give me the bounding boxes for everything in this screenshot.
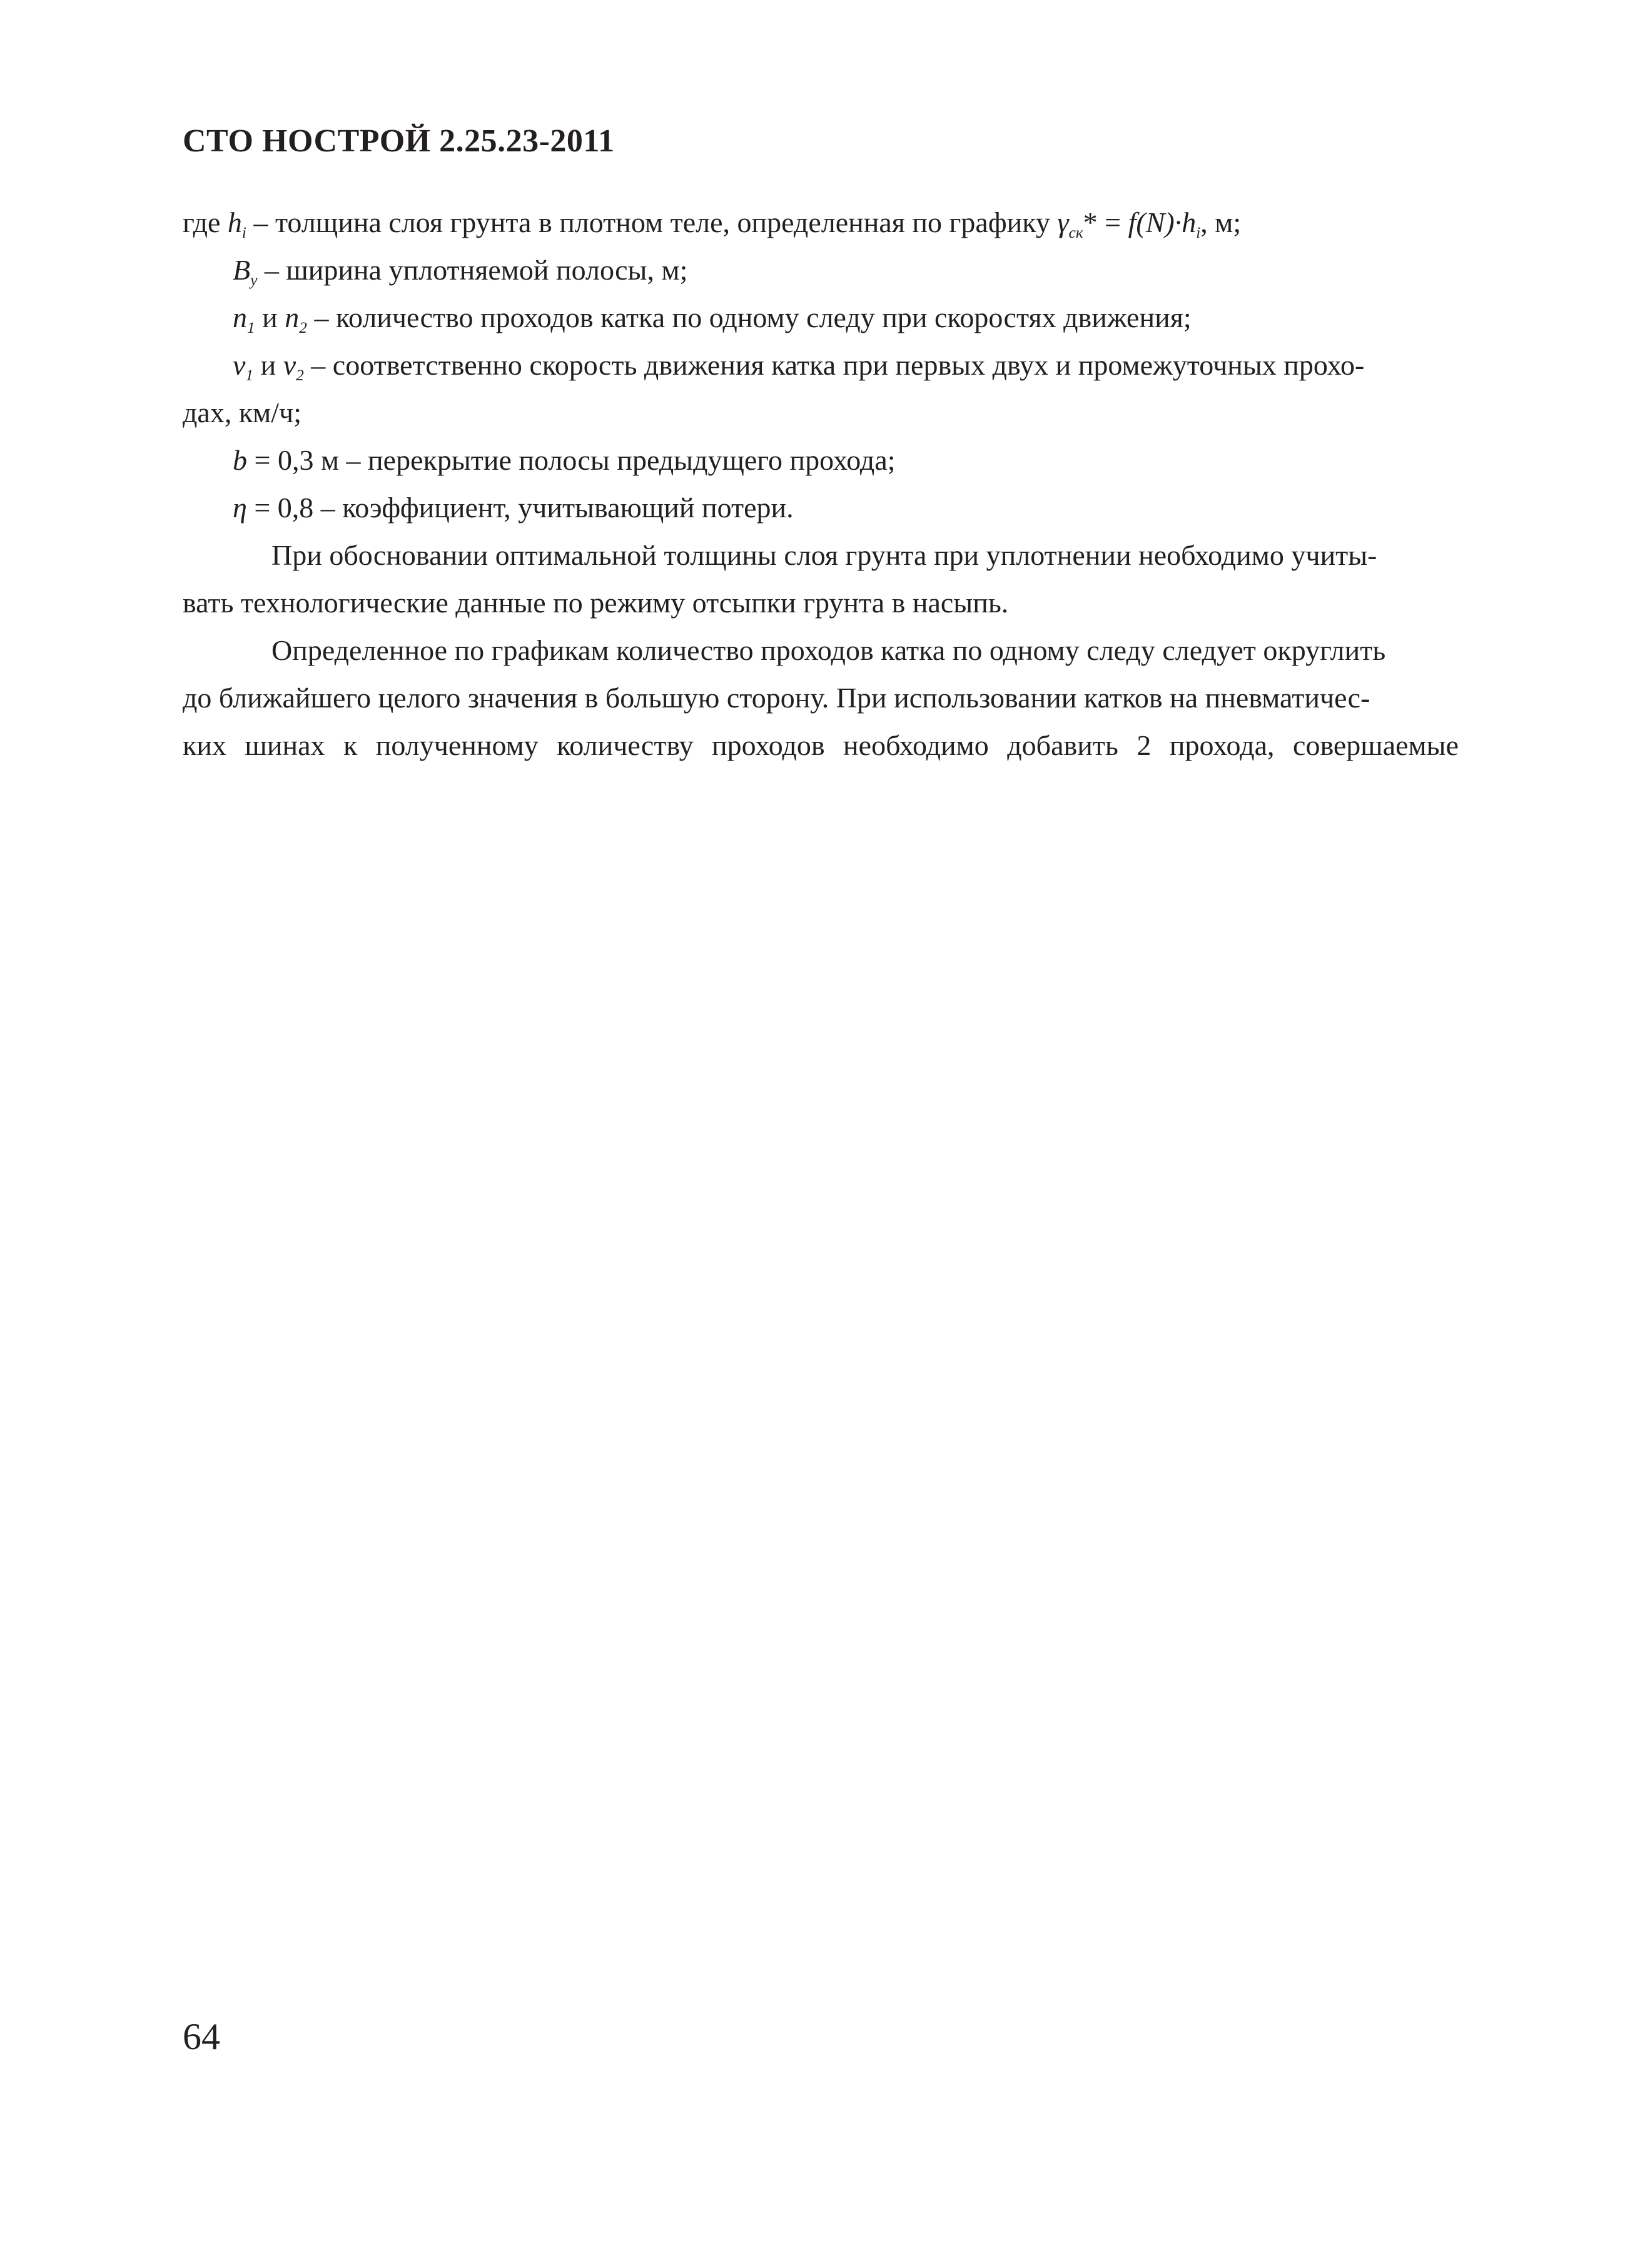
definition-n-text: – количество проходов катка по одному следу при скоростях движения; <box>306 301 1192 333</box>
symbol-v2: v <box>283 349 296 381</box>
symbol-v1: v <box>233 349 246 381</box>
definition-b-overlap <box>183 437 1459 484</box>
symbol-n1: n <box>233 301 247 333</box>
symbol-gamma: γ <box>1057 206 1069 238</box>
symbol-h-subscript: i <box>241 223 246 241</box>
conjunction: и <box>255 301 285 333</box>
symbol-n1-subscript: 1 <box>247 318 255 337</box>
definition-h-text: – толщина слоя грунта в плотном теле, определенная по графику <box>246 206 1058 238</box>
paragraph-1-line-1: При обосновании оптимальной толщины слоя грунта при уплотнении необходимо учиты- <box>271 539 1377 571</box>
formula-subscript: i <box>1196 223 1201 241</box>
definition-v-text-cont: дах, км/ч; <box>183 397 301 428</box>
symbol-v2-subscript: 2 <box>296 366 304 384</box>
paragraph-2-line-3: ких шинах к полученному количеству проходов необходимо добавить 2 прохода, совершаемые <box>183 729 1459 761</box>
formula-unit: , м; <box>1200 206 1242 238</box>
definition-h <box>183 199 1459 246</box>
definition-n <box>183 294 1459 342</box>
paragraph-2-line-2: до ближайшего целого значения в большую сторону. При использовании катков на пневматичес- <box>183 682 1370 714</box>
formula-function: f(N)·h <box>1128 206 1197 238</box>
formula-equals: * = <box>1083 206 1128 238</box>
paragraph-1-line-2: вать технологические данные по режиму отсыпки грунта в насыпь. <box>183 587 1009 619</box>
symbol-n2-subscript: 2 <box>299 318 307 337</box>
definition-v-text: – соответственно скорость движения катка при первых двух и промежуточных прохо- <box>303 349 1365 381</box>
symbol-eta: η <box>233 492 247 524</box>
symbol-h: h <box>227 206 242 238</box>
document-body <box>183 199 1459 769</box>
definition-b-text: – ширина уплотняемой полосы, м; <box>257 254 688 286</box>
symbol-b: b <box>233 444 247 476</box>
conjunction: и <box>253 349 283 381</box>
definition-eta <box>183 484 1459 532</box>
page-number: 64 <box>183 2016 220 2057</box>
symbol-v1-subscript: 1 <box>245 366 254 384</box>
document-header: СТО НОСТРОЙ 2.25.23-2011 <box>183 123 615 159</box>
symbol-B: B <box>233 254 251 286</box>
symbol-B-subscript: у <box>250 271 258 289</box>
paragraph-2-line-1: Определенное по графикам количество проходов катка по одному следу следует округлить <box>271 634 1386 666</box>
symbol-n2: n <box>285 301 300 333</box>
definition-v <box>183 342 1459 389</box>
definition-v-continuation <box>183 389 1459 437</box>
definition-b-overlap-text: = 0,3 м – перекрытие полосы предыдущего прохода; <box>247 444 896 476</box>
symbol-gamma-subscript: ск <box>1068 223 1083 241</box>
definition-eta-text: = 0,8 – коэффициент, учитывающий потери. <box>246 492 794 524</box>
definition-b-width <box>183 246 1459 294</box>
definition-prefix: где <box>183 206 228 238</box>
